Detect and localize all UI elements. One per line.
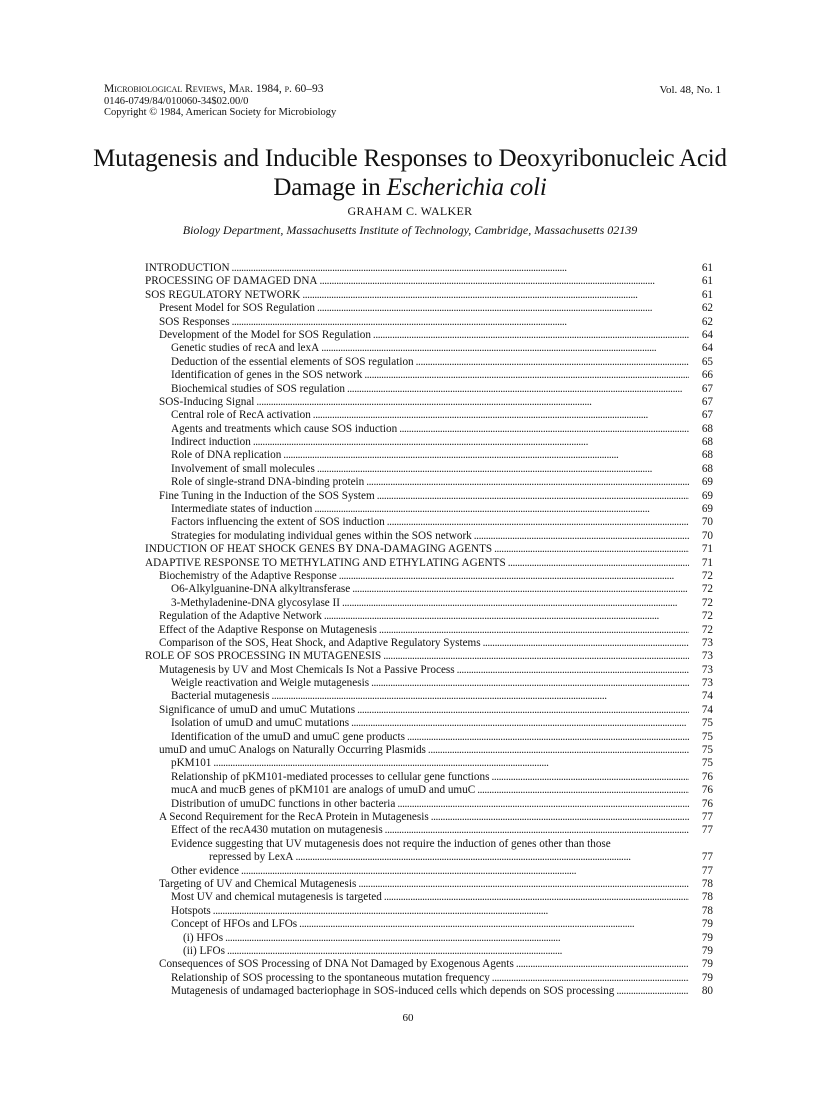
toc-entry-label: Weigle reactivation and Weigle mutagenesis [171,677,370,690]
toc-entry-page: 61 [701,275,713,288]
toc-entry-label: Regulation of the Adaptive Network [159,610,322,623]
toc-entry [145,891,713,904]
toc-entry-page: 64 [701,342,713,355]
toc-leader-dots [407,731,689,744]
toc-entry-page: 76 [701,770,713,783]
toc-leader-dots [339,570,689,583]
toc-leader-dots [352,583,689,596]
toc-entry [145,664,713,677]
toc-entry-label: O6-Alkylguanine-DNA alkyltransferase [171,583,351,596]
toc-leader-dots [225,932,689,945]
toc-entry-page: 68 [701,422,713,435]
toc-entry-label: Relationship of pKM101-mediated processes to cellular gene functions [171,770,490,783]
toc-entry [145,289,713,302]
toc-entry-label: Effect of the Adaptive Response on Mutagenesis [159,623,377,636]
toc-leader-dots [616,985,689,998]
toc-entry-page: 72 [701,623,713,636]
toc-entry-page: 68 [701,462,713,475]
toc-entry [145,985,713,998]
toc-entry [145,597,713,610]
toc-entry-page: 79 [701,931,713,944]
toc-entry-label: 3-Methyladenine-DNA glycosylase II [171,596,341,609]
toc-entry [145,798,713,811]
toc-entry [145,945,713,958]
toc-entry-page: 77 [701,811,713,823]
toc-entry-label: Most UV and chemical mutagenesis is targeted [171,891,382,904]
toc-entry-label: Comparison of the SOS, Heat Shock, and Adaptive Regulatory Systems [159,636,481,649]
toc-entry-label: Development of the Model for SOS Regulation [159,328,371,341]
toc-entry [145,530,713,543]
toc-entry-page: 73 [701,663,713,676]
toc-entry [145,583,713,596]
toc-entry [145,824,713,837]
toc-entry-page: 72 [701,596,713,609]
toc-entry [145,369,713,382]
title-line-2-prefix: Damage in [273,174,387,201]
toc-entry-page: 73 [701,636,713,649]
toc-entry-page: 69 [701,489,713,502]
title-line-1: Mutagenesis and Inducible Responses to Deoxyribonucleic Acid [93,145,727,172]
toc-entry [145,878,713,891]
toc-entry [145,771,713,784]
toc-entry-page: 79 [701,918,713,931]
toc-entry-label: Factors influencing the extent of SOS induction [171,516,385,529]
toc-leader-dots [299,918,689,931]
toc-entry-label: Distribution of umuDC functions in other bacteria [171,797,396,810]
toc-entry-label: Involvement of small molecules [171,462,315,475]
toc-entry [145,905,713,918]
toc-entry-label: Concept of HFOs and LFOs [171,918,298,931]
toc-entry-page: 69 [701,476,713,489]
toc-entry [145,396,713,409]
toc-leader-dots [313,409,689,422]
toc-entry-label: Isolation of umuD and umuC mutations [171,717,350,730]
toc-entry-page: 73 [701,650,713,663]
toc-entry [145,717,713,730]
toc-entry-page: 78 [701,877,713,890]
toc-entry-label: Bacterial mutagenesis [171,690,270,703]
toc-leader-dots [213,757,689,770]
toc-entry-label: SOS Responses [159,315,230,328]
toc-entry-page: 67 [701,382,713,395]
toc-entry-label: Mutagenesis by UV and Most Chemicals Is Not a Passive Process [159,663,455,676]
toc-leader-dots [342,597,689,610]
toc-leader-dots [320,275,690,288]
toc-leader-dots [227,945,689,958]
toc-entry-label: Biochemical studies of SOS regulation [171,382,346,395]
toc-entry-page: 76 [701,784,713,797]
toc-entry-label: (i) HFOs [183,931,224,944]
toc-entry [145,610,713,623]
toc-entry-label: Role of single-strand DNA-binding protein [171,476,365,489]
toc-leader-dots [317,302,689,315]
toc-entry-page: 74 [701,703,713,716]
toc-leader-dots [351,717,689,730]
toc-entry-page: 72 [701,569,713,582]
toc-entry [145,677,713,690]
toc-entry-label: pKM101 [171,757,212,770]
toc-entry-page: 75 [701,757,713,770]
toc-entry-page: 75 [701,744,713,757]
toc-entry-page: 77 [701,864,713,877]
toc-entry-page: 64 [701,328,713,341]
toc-entry [145,865,713,878]
toc-leader-dots [377,490,689,503]
toc-entry [145,516,713,529]
toc-leader-dots [483,637,689,650]
toc-leader-dots [347,383,689,396]
toc-entry-label: Relationship of SOS processing to the spontaneous mutation frequency [171,971,490,984]
toc-entry [145,275,713,288]
toc-leader-dots [477,784,689,797]
toc-entry [145,342,713,355]
toc-entry [145,624,713,637]
toc-entry-page: 71 [701,543,713,556]
toc-entry-label: Effect of the recA430 mutation on mutagenesis [171,824,383,837]
toc-leader-dots [232,316,689,329]
toc-leader-dots [379,624,689,637]
toc-leader-dots [383,650,689,663]
toc-entry-continuation [171,851,713,864]
toc-entry-page: 79 [701,971,713,984]
toc-entry [145,316,713,329]
toc-entry-page: 79 [701,944,713,957]
toc-leader-dots [302,289,689,302]
toc-entry-page: 65 [701,355,713,368]
toc-leader-dots [428,744,689,757]
toc-entry [145,570,713,583]
toc-leader-dots [416,356,689,369]
toc-entry-label: A Second Requirement for the RecA Protein in Mutagenesis [159,811,429,823]
toc-entry-label: Mutagenesis of undamaged bacteriophage in SOS-induced cells which depends on SOS processing [171,985,615,998]
toc-entry-label: Consequences of SOS Processing of DNA Not Damaged by Exogenous Agents [159,958,514,971]
toc-entry-label: PROCESSING OF DAMAGED DNA [145,275,318,288]
toc-leader-dots [366,476,689,489]
toc-leader-dots [213,905,689,918]
toc-entry [145,972,713,985]
toc-entry-page: 75 [701,730,713,743]
toc-entry [145,637,713,650]
toc-entry-page: 70 [701,529,713,542]
toc-entry [145,918,713,931]
toc-entry [145,811,713,824]
toc-leader-dots [357,704,689,717]
toc-leader-dots [491,771,689,784]
toc-entry-label: Strategies for modulating individual genes within the SOS network [171,529,472,542]
toc-entry [145,543,713,556]
toc-entry [145,731,713,744]
toc-entry-page: 73 [701,677,713,690]
toc-entry [145,503,713,516]
toc-entry [145,383,713,396]
toc-entry-label: Targeting of UV and Chemical Mutagenesis [159,877,357,890]
toc-entry-label: mucA and mucB genes of pKM101 are analogs of umuD and umuC [171,784,476,797]
toc-leader-dots [474,530,689,543]
toc-leader-dots [494,543,689,556]
toc-leader-dots [241,865,689,878]
toc-entry-label: Identification of the umuD and umuC gene products [171,730,405,743]
toc-entry-page: 79 [701,958,713,971]
toc-entry-page: 72 [701,610,713,623]
toc-entry-label: ROLE OF SOS PROCESSING IN MUTAGENESIS [145,650,382,663]
toc-entry-page: 66 [701,369,713,382]
toc-entry-page: 69 [701,503,713,516]
toc-leader-dots [296,851,690,864]
toc-entry-page: 77 [701,824,713,837]
toc-entry [145,476,713,489]
toc-entry-page: 61 [701,261,713,274]
toc-entry-page: 76 [701,797,713,810]
toc-leader-dots [516,958,689,971]
toc-entry-label: umuD and umuC Analogs on Naturally Occurring Plasmids [159,744,426,757]
toc-entry [145,691,713,704]
toc-leader-dots [364,369,689,382]
toc-entry-page: 67 [701,395,713,408]
toc-entry [145,704,713,717]
toc-leader-dots [387,516,689,529]
toc-entry-label-continued: repressed by LexA [209,851,294,864]
toc-entry-label: Role of DNA replication [171,449,282,462]
toc-entry [145,356,713,369]
toc-entry-label: Agents and treatments which cause SOS induction [171,422,398,435]
toc-leader-dots [431,811,689,824]
toc-leader-dots [385,824,689,837]
toc-leader-dots [358,878,689,891]
journal-citation: Microbiological Reviews, Mar. 1984, p. 60–93 [104,83,324,95]
toc-leader-dots [317,463,689,476]
author-affiliation: Biology Department, Massachusetts Institute of Technology, Cambridge, Massachusetts 02139 [182,223,638,237]
toc-entry-page: 61 [701,288,713,301]
table-of-contents [145,262,713,998]
toc-entry-label: (ii) LFOs [183,944,225,957]
toc-entry-label: INDUCTION OF HEAT SHOCK GENES BY DNA-DAMAGING AGENTS [145,543,493,556]
toc-entry-label: SOS-Inducing Signal [159,395,255,408]
toc-entry [145,463,713,476]
toc-entry-label: Indirect induction [171,436,251,449]
toc-entry-page: 70 [701,516,713,529]
title-organism: Escherichia coli [386,174,547,201]
toc-leader-dots [321,342,689,355]
toc-entry-label: Other evidence [171,864,240,877]
toc-leader-dots [457,664,689,677]
toc-entry [145,557,713,570]
toc-entry [145,744,713,757]
toc-entry [145,757,713,770]
toc-entry-page: 62 [701,302,713,315]
toc-entry-label: INTRODUCTION [145,261,230,274]
toc-entry [145,423,713,436]
toc-entry-label: SOS REGULATORY NETWORK [145,288,301,301]
toc-entry-page: 68 [701,436,713,449]
journal-header [104,84,336,119]
toc-entry-page: 75 [701,717,713,730]
article-title [60,144,760,202]
toc-entry [145,302,713,315]
toc-entry-label: Hotspots [171,904,211,917]
toc-leader-dots [371,677,689,690]
toc-entry [145,329,713,342]
toc-entry-label: ADAPTIVE RESPONSE TO METHYLATING AND ETHYLATING AGENTS [145,556,506,569]
page-number: 60 [402,1012,414,1024]
toc-entry [145,784,713,797]
toc-leader-dots [271,690,689,703]
volume-label: Vol. 48, No. 1 [659,84,721,96]
toc-entry-label: Biochemistry of the Adaptive Response [159,569,337,582]
toc-leader-dots [384,891,689,904]
toc-leader-dots [492,972,689,985]
toc-entry [145,409,713,422]
toc-entry [145,932,713,945]
toc-entry-page: 77 [701,851,713,864]
toc-entry-page: 68 [701,449,713,462]
toc-leader-dots [399,423,689,436]
toc-entry-label: Identification of genes in the SOS network [171,369,363,382]
toc-entry-page: 78 [701,904,713,917]
toc-leader-dots [373,329,689,342]
toc-entry-page: 78 [701,891,713,904]
toc-entry-label: Fine Tuning in the Induction of the SOS System [159,489,375,502]
toc-leader-dots [324,610,689,623]
toc-entry [145,436,713,449]
toc-leader-dots [253,436,689,449]
toc-entry-page: 74 [701,690,713,703]
toc-entry-page: 62 [701,315,713,328]
toc-entry-label: Genetic studies of recA and lexA [171,342,320,355]
toc-leader-dots [256,396,689,409]
toc-entry-label: Intermediate states of induction [171,503,313,516]
article-code: 0146-0749/84/010060-34$02.00/0 [104,95,249,107]
toc-entry-label: Central role of RecA activation [171,409,311,422]
toc-leader-dots [232,262,689,275]
toc-entry [145,650,713,663]
toc-entry [145,838,713,865]
toc-entry-page: 72 [701,583,713,596]
toc-entry-page: 80 [701,985,713,998]
author-name: GRAHAM C. WALKER [347,204,473,218]
toc-entry [145,958,713,971]
toc-entry-label: Significance of umuD and umuC Mutations [159,703,356,716]
toc-leader-dots [397,798,689,811]
toc-leader-dots [508,557,689,570]
toc-leader-dots [283,449,689,462]
toc-entry-label: Evidence suggesting that UV mutagenesis does not require the induction of genes other than those [171,837,611,850]
toc-entry-label: Present Model for SOS Regulation [159,302,315,315]
toc-entry-page: 67 [701,409,713,422]
copyright-line: Copyright © 1984, American Society for Microbiology [104,107,337,118]
title-line-2 [60,173,760,202]
toc-entry [145,449,713,462]
toc-leader-dots [314,503,689,516]
toc-entry-page: 71 [701,556,713,569]
toc-entry [145,262,713,275]
toc-entry-label: Deduction of the essential elements of SOS regulation [171,355,414,368]
toc-entry [145,490,713,503]
